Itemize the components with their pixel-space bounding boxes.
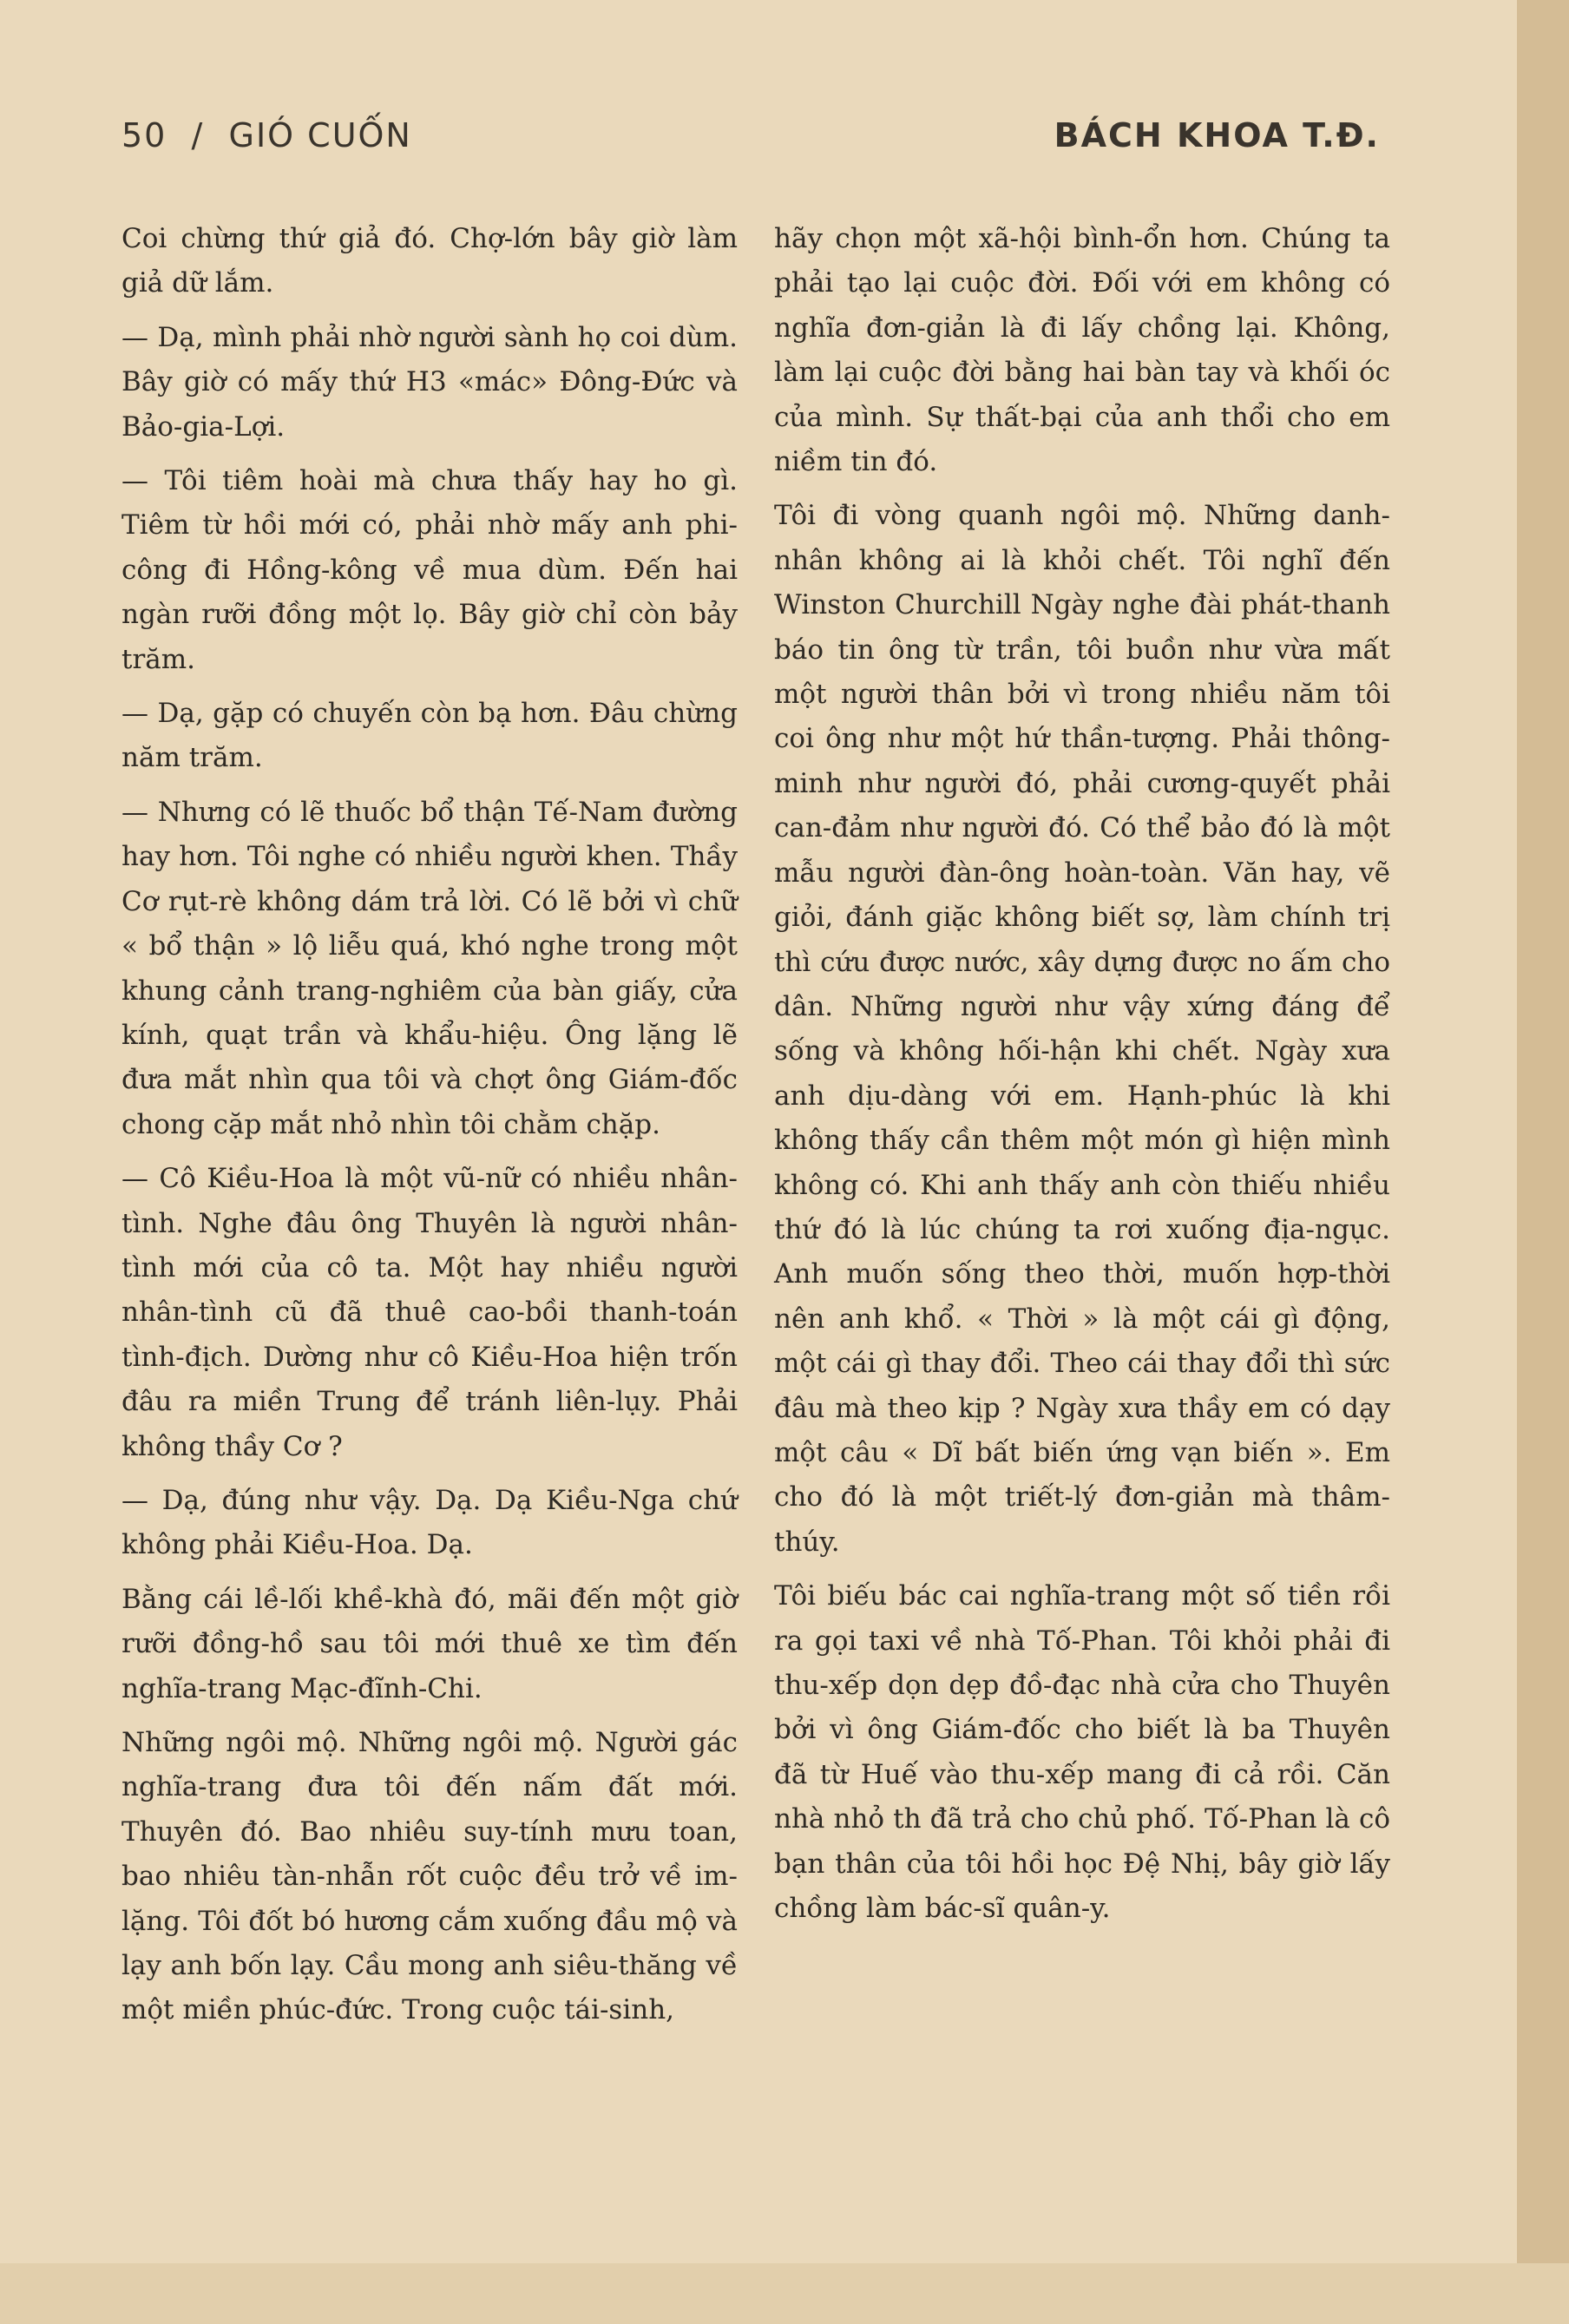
paragraph: Bằng cái lề-lối khề-khà đó, mãi đến một giờ rưỡi đồng-hồ sau tôi mới thuê xe tìm đến nghĩa-trang Mạc-đĩnh-Chi. <box>121 1583 738 1704</box>
paragraph: — Cô Kiều-Hoa là một vũ-nữ có nhiều nhân-tình. Nghe đâu ông Thuyên là người nhân-tình mới của cô ta. Một hay nhiều người nhân-tình cũ đã thuê cao-bồi thanh-toán tình-địch. Dường như cô Kiều-Hoa hiện trốn đâu ra miền Trung để tránh liên-lụy. Phải không thầy Cơ ? <box>121 1163 738 1462</box>
paragraph: Coi chừng thứ giả đó. Chợ-lớn bây giờ làm giả dữ lắm. <box>121 223 738 299</box>
paragraph: — Tôi tiêm hoài mà chưa thấy hay ho gì. Tiêm từ hồi mới có, phải nhờ mấy anh phi-công đi Hồng-kông về mua dùm. Đến hai ngàn rưỡi đồng một lọ. Bây giờ chỉ còn bảy trăm. <box>121 465 738 675</box>
paragraph: Tôi biếu bác cai nghĩa-trang một số tiền rồi ra gọi taxi về nhà Tố-Phan. Tôi khỏi phải đi thu-xếp dọn dẹp đồ-đạc nhà cửa cho Thuyên bởi vì ông Giám-đốc cho biết là ba Thuyên đã từ Huế vào thu-xếp mang đi cả rồi. Căn nhà nhỏ th đã trả cho chủ phố. Tố-Phan là cô bạn thân của tôi hồi học Đệ Nhị, bây giờ lấy chồng làm bác-sĩ quân-y. <box>774 1580 1390 1925</box>
paragraph: hãy chọn một xã-hội bình-ổn hơn. Chúng ta phải tạo lại cuộc đời. Đối với em không có nghĩa đơn-giản là đi lấy chồng lại. Không, làm lại cuộc đời bằng hai bàn tay và khối óc của mình. Sự thất-bại của anh thổi cho em niềm tin đó. <box>774 223 1390 478</box>
paragraph: Tôi đi vòng quanh ngôi mộ. Những danh-nhân không ai là khỏi chết. Tôi nghĩ đến Winston Churchill Ngày nghe đài phát-thanh báo tin ông từ trần, tôi buồn như vừa mất một người thân bởi vì trong nhiều năm tôi coi ông như một hứ thần-tượng. Phải thông-minh như người đó, phải cương-quyết phải can-đảm như người đó. Có thể bảo đó là một mẫu người đàn-ông hoàn-toàn. Văn hay, vẽ giỏi, đánh giặc không biết sợ, làm chính trị thì cứu được nước, xây dựng được no ấm cho dân. Những người như vậy xứng đáng để sống và không hối-hận khi chết. Ngày xưa anh dịu-dàng với em. Hạnh-phúc là khi không thấy cần thêm một món gì hiện mình không có. Khi anh thấy anh còn thiếu nhiều thứ đó là lúc chúng ta rơi xuống địa-ngục. Anh muốn sống theo thời, muốn hợp-thời nên anh khổ. « Thời » là một cái gì động, một cái gì thay đổi. Theo cái thay đổi thì sức đâu mà theo kịp ? Ngày xưa thầy em có dạy một câu « Dĩ bất biến ứng vạn biến ». Em cho đó là một triết-lý đơn-giản mà thâm-thúy. <box>774 500 1390 1558</box>
paragraph: — Dạ, gặp có chuyến còn bạ hơn. Đâu chừng năm trăm. <box>121 698 738 774</box>
page-number: 50 <box>121 116 167 154</box>
paragraph: Những ngôi mộ. Những ngôi mộ. Người gác nghĩa-trang đưa tôi đến nấm đất mới. Thuyên đó. Bao nhiêu suy-tính mưu toan, bao nhiêu tàn-nhẫn rốt cuộc đều trở về im-lặng. Tôi đốt bó hương cắm xuống đầu mộ và lạy anh bốn lạy. Cầu mong anh siêu-thăng về một miền phúc-đức. Trong cuộc tái-sinh, <box>121 1727 738 2026</box>
section-title: GIÓ CUỐN <box>228 116 412 154</box>
paragraph: — Nhưng có lẽ thuốc bổ thận Tế-Nam đường hay hơn. Tôi nghe có nhiều người khen. Thầy Cơ rụt-rè không dám trả lời. Có lẽ bởi vì chữ « bổ thận » lộ liễu quá, khó nghe trong một khung cảnh trang-nghiêm của bàn giấy, cửa kính, quạt trần và khẩu-hiệu. Ông lặng lẽ đưa mắt nhìn qua tôi và chợt ông Giám-đốc chong cặp mắt nhỏ nhìn tôi chằm chặp. <box>121 796 738 1140</box>
page-edge-shadow <box>1517 0 1569 2324</box>
header-left <box>121 116 412 154</box>
text-column-left <box>121 217 738 2043</box>
paragraph: — Dạ, mình phải nhờ người sành họ coi dùm. Bây giờ có mấy thứ H3 «mác» Đông-Đức và Bảo-gia-Lợi. <box>121 321 738 443</box>
publication-name: BÁCH KHOA T.Đ. <box>1054 116 1380 154</box>
running-header <box>121 116 1380 168</box>
text-column-right <box>774 217 1390 1940</box>
header-separator: / <box>191 116 205 154</box>
page-bottom-strip <box>0 2263 1569 2324</box>
paragraph: — Dạ, đúng như vậy. Dạ. Dạ Kiều-Nga chứ không phải Kiều-Hoa. Dạ. <box>121 1484 738 1561</box>
